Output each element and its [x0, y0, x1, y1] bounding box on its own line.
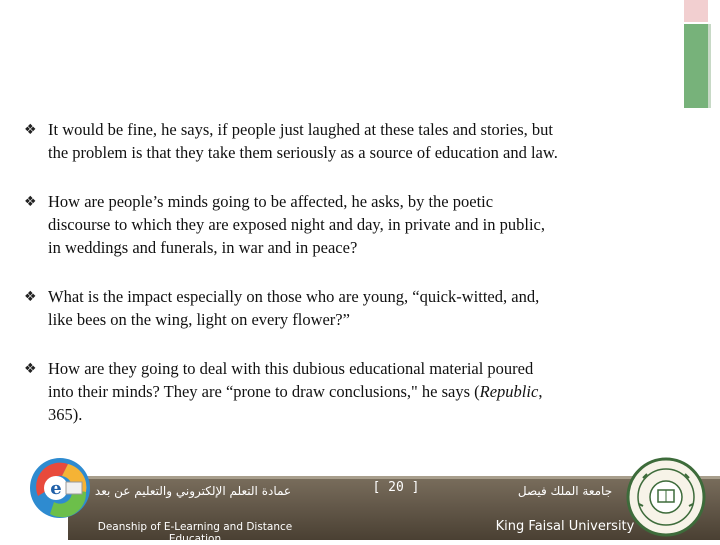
- diamond-bullet-icon: ❖: [24, 122, 37, 138]
- accent-block-green: [684, 24, 708, 108]
- university-seal-icon: [623, 456, 709, 538]
- bullet-line: the problem is that they take them seriously as a source of education and law.: [48, 143, 558, 162]
- bullet-item: [24, 357, 542, 426]
- bullet-line: What is the impact especially on those who are young, “quick-witted, and,: [48, 287, 540, 306]
- diamond-bullet-icon: ❖: [24, 194, 37, 210]
- diamond-bullet-icon: ❖: [24, 361, 37, 377]
- university-name: King Faisal University: [495, 519, 635, 534]
- diamond-bullet-icon: ❖: [24, 289, 37, 305]
- elearning-logo-icon: [28, 456, 92, 520]
- bullet-line: like bees on the wing, light on every flower?”: [48, 310, 350, 329]
- deanship-name: Deanship of E-Learning and Distance Education: [97, 521, 293, 545]
- bullet-text: into their minds? They are “prone to draw conclusions," he says (: [48, 382, 480, 401]
- accent-line: [708, 24, 711, 108]
- bullet-text: ,: [538, 382, 543, 401]
- university-arabic: جامعة الملك فيصل: [517, 484, 613, 498]
- bullet-line: [48, 380, 542, 403]
- svg-text:e: e: [50, 478, 62, 499]
- bullet-line: How are they going to deal with this dubious educational material poured: [48, 359, 534, 378]
- bullet-line: How are people’s minds going to be affected, he asks, by the poetic: [48, 192, 494, 211]
- deanship-arabic: عمادة التعلم الإلكتروني والتعليم عن بعد: [94, 484, 292, 498]
- bullet-line: in weddings and funerals, in war and in peace?: [48, 238, 358, 257]
- bullet-item: [24, 118, 558, 164]
- accent-block-pink: [684, 0, 708, 22]
- bullet-line: It would be fine, he says, if people just laughed at these tales and stories, but: [48, 120, 553, 139]
- citation-title: Republic: [479, 382, 539, 401]
- bullet-item: [24, 190, 545, 259]
- bullet-line: 365).: [48, 405, 83, 424]
- page-number: [ 20 ]: [372, 480, 420, 495]
- bullet-line: discourse to which they are exposed night and day, in private and in public,: [48, 215, 546, 234]
- bullet-item: [24, 285, 539, 331]
